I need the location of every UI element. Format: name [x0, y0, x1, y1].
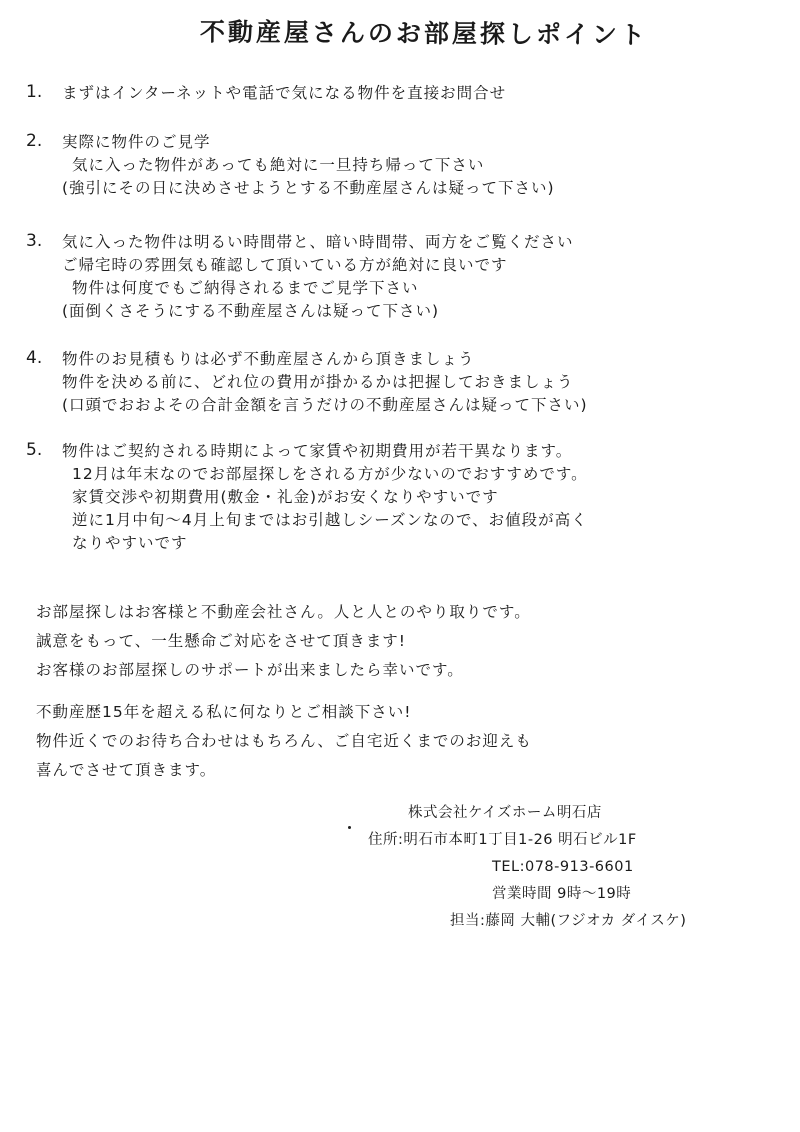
- item-text: なりやすいです: [72, 534, 188, 552]
- closing-text: 誠意をもって、一生懸命ご対応をさせて頂きます!: [36, 632, 406, 650]
- item-number: 1.: [26, 82, 43, 102]
- item-text: 実際に物件のご見学: [62, 133, 211, 151]
- business-hours: 営業時間 9時〜19時: [492, 886, 632, 902]
- item-number: 2.: [26, 131, 43, 151]
- item-text: (口頭でおおよその合計金額を言うだけの不動産屋さんは疑って下さい): [62, 396, 588, 414]
- closing-paragraph: [36, 598, 776, 685]
- item-text: 気に入った物件があっても絶対に一旦持ち帰って下さい: [72, 156, 485, 174]
- closing-text: 不動産歴15年を超える私に何なりとご相談下さい!: [36, 703, 412, 721]
- company-tel: TEL:078-913-6601: [492, 859, 634, 875]
- item-text: 12月は年末なのでお部屋探しをされる方が少ないのでおすすめです。: [72, 465, 588, 483]
- closing-text: お部屋探しはお客様と不動産会社さん。人と人とのやり取りです。: [36, 603, 531, 621]
- item-text: 物件はご契約される時期によって家賃や初期費用が若干異なります。: [62, 442, 573, 460]
- closing-paragraph: [36, 698, 776, 785]
- closing-text: 喜んでさせて頂きます。: [36, 761, 217, 779]
- page-title: 不動産屋さんのお部屋探しポイント: [199, 17, 649, 50]
- closing-text: お客様のお部屋探しのサポートが出来ましたら幸いです。: [36, 661, 464, 679]
- item-text: 気に入った物件は明るい時間帯と、暗い時間帯、両方をご覧ください: [62, 233, 574, 251]
- contact-block: [360, 800, 780, 935]
- item-text: (強引にその日に決めさせようとする不動産屋さんは疑って下さい): [62, 179, 555, 197]
- item-number: 4.: [26, 348, 43, 368]
- item-text: 物件を決める前に、どれ位の費用が掛かるかは把握しておきましょう: [62, 373, 574, 391]
- company-address: 住所:明石市本町1丁目1-26 明石ビル1F: [368, 832, 637, 848]
- company-name: 株式会社ケイズホーム明石店: [408, 805, 602, 821]
- item-text: 逆に1月中旬〜4月上旬まではお引越しシーズンなので、お値段が高く: [72, 511, 588, 529]
- closing-text: 物件近くでのお待ち合わせはもちろん、ご自宅近くまでのお迎えも: [36, 732, 532, 750]
- item-text: ご帰宅時の雰囲気も確認して頂いている方が絶対に良いです: [62, 256, 508, 274]
- item-text: (面倒くさそうにする不動産屋さんは疑って下さい): [62, 302, 440, 320]
- item-number: 5.: [26, 440, 43, 460]
- item-text: 物件のお見積もりは必ず不動産屋さんから頂きましょう: [62, 350, 475, 368]
- item-number: 3.: [26, 231, 43, 251]
- staff-name: 担当:藤岡 大輔(フジオカ ダイスケ): [450, 913, 687, 929]
- item-text: まずはインターネットや電話で気になる物件を直接お問合せ: [62, 84, 507, 102]
- item-text: 物件は何度でもご納得されるまでご見学下さい: [72, 279, 419, 297]
- item-text: 家賃交渉や初期費用(敷金・礼金)がお安くなりやすいです: [72, 488, 499, 506]
- ink-dot: [348, 826, 351, 829]
